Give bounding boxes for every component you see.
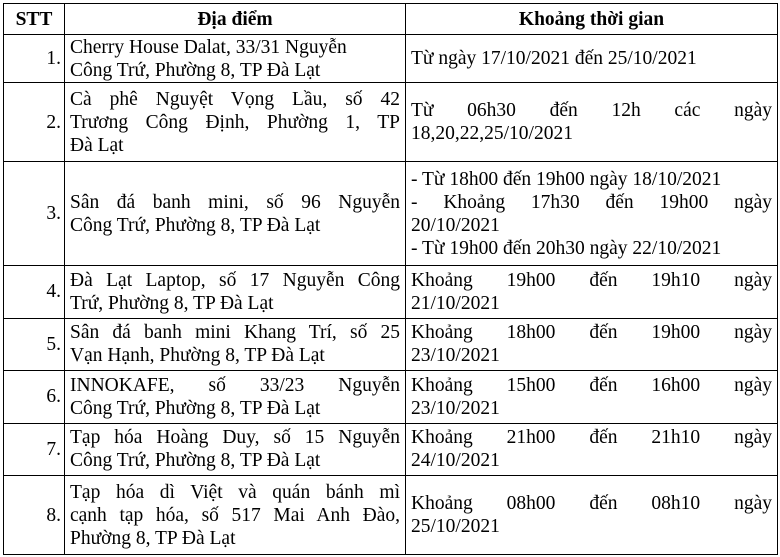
row-number: 3.: [4, 162, 65, 266]
location-line: Trương Công Định, Phường 1, TP: [70, 111, 400, 133]
location-line: Tạp hóa Hoàng Duy, số 15 Nguyễn: [70, 427, 400, 449]
location-line: Cà phê Nguyệt Vọng Lầu, số 42: [70, 88, 400, 110]
location-cell: [65, 476, 406, 555]
location-line: Công Trứ, Phường 8, TP Đà Lạt: [70, 214, 321, 236]
time-line: Khoảng 08h00 đến 08h10 ngày: [411, 493, 772, 515]
header-stt: STT: [4, 4, 65, 35]
time-line: 23/10/2021: [411, 345, 500, 367]
table-row: [4, 35, 778, 83]
row-number: 6.: [4, 371, 65, 424]
location-cell: [65, 35, 406, 83]
row-number: 5.: [4, 318, 65, 371]
row-number: 7.: [4, 423, 65, 476]
location-cell: [65, 318, 406, 371]
table-row: [4, 476, 778, 555]
time-line: 24/10/2021: [411, 450, 500, 472]
time-line: 18,20,22,25/10/2021: [411, 123, 573, 145]
location-line: Cherry House Dalat, 33/31 Nguyễn: [70, 36, 347, 58]
location-cell: [65, 266, 406, 319]
table-row: [4, 162, 778, 266]
time-cell: [406, 266, 778, 319]
time-line: Khoảng 19h00 đến 19h10 ngày: [411, 269, 772, 291]
time-line: - Khoảng 17h30 đến 19h00 ngày: [411, 191, 772, 213]
time-cell: [406, 476, 778, 555]
time-line: 21/10/2021: [411, 292, 500, 314]
header-time: Khoảng thời gian: [406, 4, 778, 35]
table-row: [4, 318, 778, 371]
location-line: Đà Lạt: [70, 134, 124, 156]
location-line: Công Trứ, Phường 8, TP Đà Lạt: [70, 397, 321, 419]
location-cell: [65, 423, 406, 476]
location-line: cạnh tạp hóa, số 517 Mai Anh Đào,: [70, 504, 400, 526]
location-line: Trứ, Phường 8, TP Đà Lạt: [70, 292, 274, 314]
time-line: - Từ 19h00 đến 20h30 ngày 22/10/2021: [411, 237, 722, 259]
time-line: Khoảng 15h00 đến 16h00 ngày: [411, 374, 772, 396]
location-line: Tạp hóa dì Việt và quán bánh mì: [70, 481, 400, 503]
row-number: 2.: [4, 83, 65, 162]
location-line: Sân đá banh mini Khang Trí, số 25: [70, 322, 400, 344]
header-row: [4, 4, 778, 35]
time-line: Khoảng 18h00 đến 19h00 ngày: [411, 322, 772, 344]
location-cell: [65, 371, 406, 424]
location-line: INNOKAFE, số 33/23 Nguyễn: [70, 374, 400, 396]
time-cell: [406, 423, 778, 476]
location-cell: [65, 162, 406, 266]
row-number: 8.: [4, 476, 65, 555]
time-cell: [406, 318, 778, 371]
time-cell: [406, 83, 778, 162]
time-line: 23/10/2021: [411, 397, 500, 419]
location-line: Đà Lạt Laptop, số 17 Nguyễn Công: [70, 269, 400, 291]
time-cell: [406, 35, 778, 83]
table-row: [4, 371, 778, 424]
time-line: 20/10/2021: [411, 214, 500, 236]
location-line: Công Trứ, Phường 8, TP Đà Lạt: [70, 450, 321, 472]
location-line: Công Trứ, Phường 8, TP Đà Lạt: [70, 59, 321, 81]
row-number: 4.: [4, 266, 65, 319]
location-line: Phường 8, TP Đà Lạt: [70, 527, 236, 549]
row-number: 1.: [4, 35, 65, 83]
time-line: - Từ 18h00 đến 19h00 ngày 18/10/2021: [411, 168, 722, 190]
header-location: Địa điểm: [65, 4, 406, 35]
table-row: [4, 266, 778, 319]
time-line: Từ 06h30 đến 12h các ngày: [411, 100, 772, 122]
location-cell: [65, 83, 406, 162]
location-line: Vạn Hạnh, Phường 8, TP Đà Lạt: [70, 345, 325, 367]
time-cell: [406, 162, 778, 266]
time-cell: [406, 371, 778, 424]
location-line: Sân đá banh mini, số 96 Nguyễn: [70, 191, 400, 213]
table-row: [4, 83, 778, 162]
time-line: Từ ngày 17/10/2021 đến 25/10/2021: [411, 48, 697, 70]
time-line: Khoảng 21h00 đến 21h10 ngày: [411, 427, 772, 449]
table-row: [4, 423, 778, 476]
time-line: 25/10/2021: [411, 516, 500, 538]
locations-table: [3, 3, 778, 555]
